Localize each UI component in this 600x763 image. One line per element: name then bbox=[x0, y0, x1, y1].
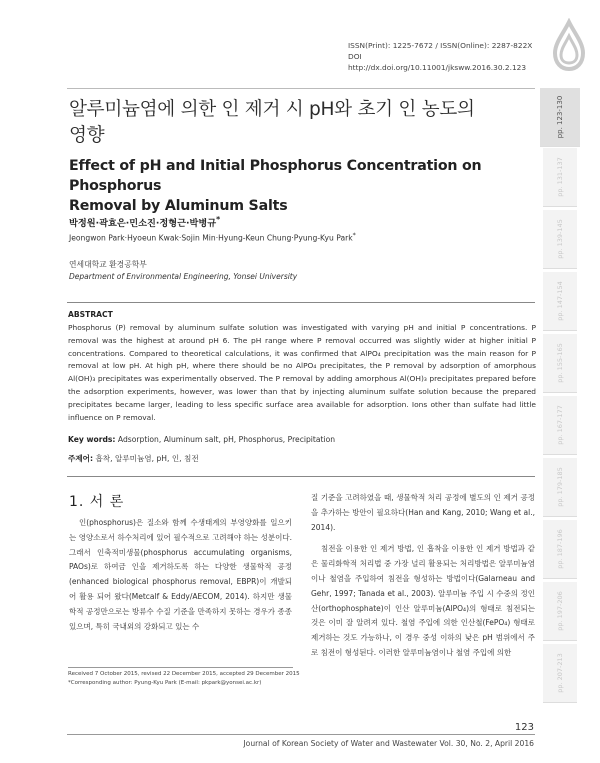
title-korean bbox=[69, 97, 539, 149]
side-tab-6-label: pp. 167-177 bbox=[556, 405, 564, 445]
side-tab-2[interactable] bbox=[543, 148, 577, 207]
journal-citation: Journal of Korean Society of Water and Wastewater Vol. 30, No. 2, April 2016 bbox=[243, 739, 534, 748]
title-korean-line2: 영향 bbox=[69, 125, 105, 146]
side-tab-3[interactable] bbox=[543, 210, 577, 269]
side-tab-8-label: pp. 187-196 bbox=[556, 529, 564, 569]
intro-paragraph-1-continued: 질 기준을 고려하였을 때, 생물학적 처리 공정에 별도의 인 제거 공정을 추가하는 방안이 필요하다(Han and Kang, 2010; Wang et al., 2014). bbox=[311, 493, 535, 532]
intro-paragraph-1: 인(phosphorus)은 질소와 함께 수생태계의 부영양화를 일으키는 영양소로서 하수처리에 있어 필수적으로 고려해야 하는 성분이다. 그래서 인축적미생물(phosphorus accumulating organisms, PAOs)로 하여금 인을 제거하도록 하는 다양한 생물학적 공정(enhanced biological phosphorus removal, EBPR)이 개발되어 활용 되어 왔다(Metcalf & Eddy/AECOM, 2014). 하지만 생물학적 공정만으로는 방류수 수질 기준을 만족하지 못하는 경우가 종종 있으며, 특히 국내외의 강화되고 있는 수 bbox=[69, 518, 292, 631]
side-tab-4[interactable] bbox=[543, 272, 577, 331]
keywords-korean bbox=[68, 453, 199, 464]
authors-english-mark: * bbox=[352, 232, 356, 239]
body-column-right bbox=[311, 491, 535, 661]
side-tab-5[interactable] bbox=[543, 334, 577, 393]
authors-korean-names: 박정원·곽효은·민소진·정형근·박병규 bbox=[69, 218, 217, 230]
keywords-english-label: Key words: bbox=[68, 435, 116, 444]
authors-korean bbox=[69, 215, 220, 229]
side-tab-5-label: pp. 155-165 bbox=[556, 343, 564, 383]
affiliation-english: Department of Environmental Engineering, Yonsei University bbox=[69, 272, 298, 281]
side-tab-10[interactable] bbox=[543, 644, 577, 703]
keywords-english bbox=[68, 435, 335, 444]
side-tab-1[interactable] bbox=[540, 88, 580, 147]
side-tab-7[interactable] bbox=[543, 458, 577, 517]
side-tab-8[interactable] bbox=[543, 520, 577, 579]
section-heading-introduction: 1. 서 론 bbox=[69, 494, 125, 510]
side-tab-10-label: pp. 207-213 bbox=[556, 653, 564, 693]
side-tab-3-label: pp. 139-145 bbox=[556, 219, 564, 259]
authors-korean-mark: * bbox=[216, 215, 221, 224]
issn-text: ISSN(Print): 1225-7672 / ISSN(Online): 2287-822X bbox=[348, 41, 533, 50]
side-page-tabs bbox=[543, 88, 577, 728]
side-tab-2-label: pp. 131-137 bbox=[556, 157, 564, 197]
side-tab-9-label: pp. 197-206 bbox=[556, 591, 564, 631]
footnote-corresponding-author: *Corresponding author: Pyung-Kyu Park (E-mail: pkpark@yonsei.ac.kr) bbox=[68, 680, 262, 686]
authors-english-names: Jeongwon Park·Hyoeun Kwak·Sojin Min·Hyung-Keun Chung·Pyung-Kyu Park bbox=[69, 233, 353, 243]
affiliation-korean: 연세대학교 환경공학부 bbox=[69, 260, 147, 269]
side-tab-7-label: pp. 179-185 bbox=[556, 467, 564, 507]
page-number: 123 bbox=[514, 722, 534, 733]
title-top-rule bbox=[67, 88, 535, 89]
footnote-rule bbox=[68, 667, 293, 668]
footer-rule bbox=[67, 734, 535, 735]
title-korean-line1: 알루미늄염에 의한 인 제거 시 pH와 초기 인 농도의 bbox=[69, 99, 475, 120]
doi-link[interactable]: DOI http://dx.doi.org/10.11001/jksww.2016.30.2.123 bbox=[348, 52, 527, 72]
keywords-korean-values: 흡착, 알루미늄염, pH, 인, 침전 bbox=[95, 454, 199, 463]
intro-paragraph-2: 침전을 이용한 인 제거 방법, 인 흡착을 이용한 인 제거 방법과 같은 물리화학적 처리법 중 가장 널리 활용되는 처리방법은 알루미늄염이나 철염을 주입하여 침전을 형성하는 방법이다(Galarneau and Gehr, 1997; Tanada et al., 2003). 알루미늄 주입 시 수중의 정인산(orthophosphate)이 인산 알루미늄(AlPO₄)의 형태로 침전되는 것은 이미 잘 알려져 있다. 철염 주입에 의한 인산철(FePO₄) 형태로 제거하는 것도 가능하나, 이 경우 중성 이하의 낮은 pH 범위에서 주로 침전이 형성된다. 이러한 알루미늄염이나 철염 주입에 의한 bbox=[311, 544, 535, 657]
authors-english bbox=[69, 232, 356, 243]
body-rule bbox=[67, 476, 535, 477]
abstract-text: Phosphorus (P) removal by aluminum sulfate solution was investigated with varying pH and initial P concentrations. P removal was the highest at around pH 6. The pH range where P removal occurred was slightly wider at higher initial P concentrations. Compared to theoretical calculations, it was confirmed that AlPO₄ precipitation was the main reason for P removal at low pH. At high pH, where there should be no AlPO₄ precipitates, the P removal by adsorption of amorphous Al(OH)₃ precipitates was experimentally observed. The P removal by adding amorphous Al(OH)₃ precipitates prepared before the adsorption experiments, however, was lower than that by injecting aluminum sulfate solution because the prepared precipitates became larger, leading to less specific surface area available for adsorption. Ions other than sulfate had little influence on P removal. bbox=[68, 323, 536, 422]
body-column-left bbox=[69, 516, 292, 634]
title-english-line1: Effect of pH and Initial Phosphorus Concentration on Phosphorus bbox=[69, 158, 482, 194]
abstract-heading: ABSTRACT bbox=[68, 310, 113, 319]
issn-doi-block bbox=[348, 40, 538, 73]
keywords-english-values: Adsorption, Aluminum salt, pH, Phosphorus, Precipitation bbox=[117, 435, 336, 444]
abstract-rule bbox=[67, 302, 535, 303]
side-tab-9[interactable] bbox=[543, 582, 577, 641]
water-drop-logo-icon bbox=[550, 18, 588, 72]
title-english bbox=[69, 156, 529, 216]
footnote-received-dates: Received 7 October 2015, revised 22 December 2015, accepted 29 December 2015 bbox=[68, 671, 300, 677]
keywords-korean-label: 주제어: bbox=[68, 454, 94, 463]
title-english-line2: Removal by Aluminum Salts bbox=[69, 198, 288, 214]
side-tab-6[interactable] bbox=[543, 396, 577, 455]
side-tab-1-label: pp. 123-130 bbox=[556, 95, 564, 139]
side-tab-4-label: pp. 147-154 bbox=[556, 281, 564, 321]
